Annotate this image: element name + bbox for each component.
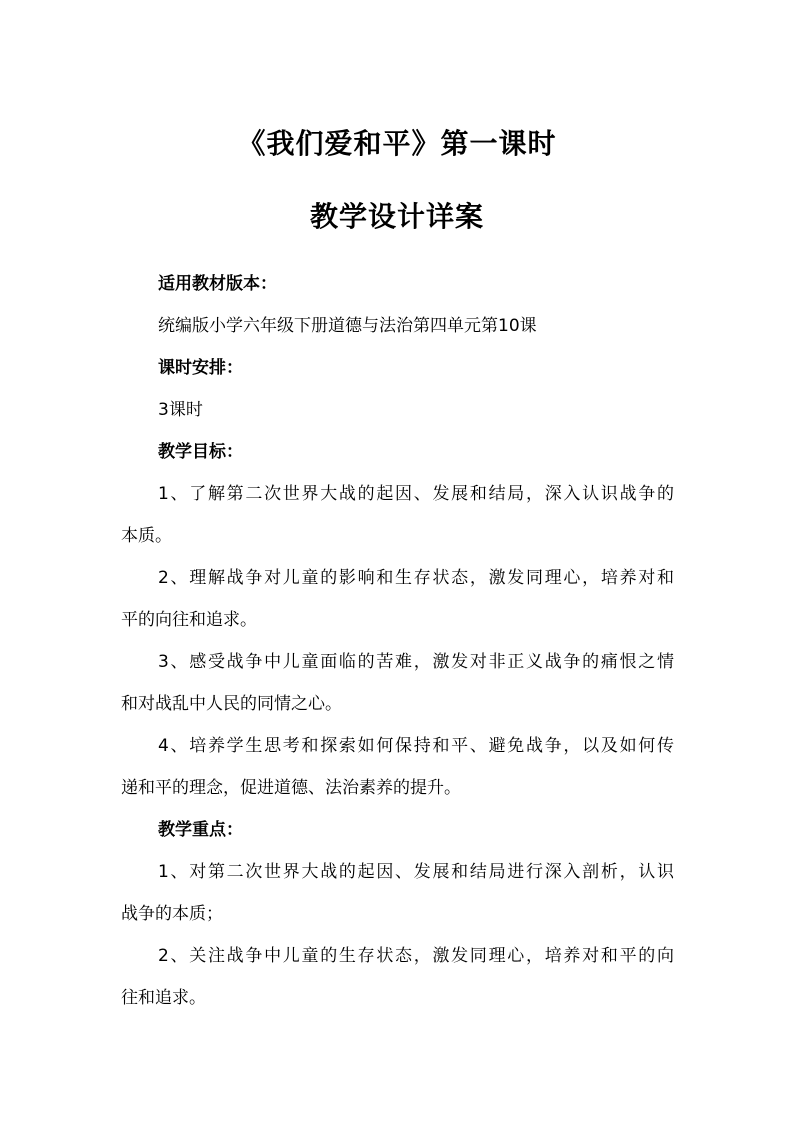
textbook-content: 统编版小学六年级下册道德与法治第四单元第10课 xyxy=(158,316,537,336)
objective-item-4-line2: 递和平的理念，促进道德、法治素养的提升。 xyxy=(121,778,461,798)
schedule-heading: 课时安排： xyxy=(158,358,243,378)
document-subtitle: 教学设计详案 xyxy=(309,200,484,233)
objectives-heading: 教学目标： xyxy=(158,442,243,462)
schedule-content: 3课时 xyxy=(158,400,203,420)
objective-item-4-line1: 4、培养学生思考和探索如何保持和平、避免战争，以及如何传 xyxy=(158,736,674,756)
textbook-heading: 适用教材版本： xyxy=(158,274,277,294)
objective-item-1-line1: 1、了解第二次世界大战的起因、发展和结局，深入认识战争的 xyxy=(158,484,674,504)
objective-item-1-line2: 本质。 xyxy=(121,526,172,546)
document-title: 《我们爱和平》第一课时 xyxy=(237,127,557,160)
objective-item-3-line1: 3、感受战争中儿童面临的苦难，激发对非正义战争的痛恨之情 xyxy=(158,652,674,672)
key-points-heading: 教学重点： xyxy=(158,820,243,840)
key-point-item-1-line1: 1、对第二次世界大战的起因、发展和结局进行深入剖析，认识 xyxy=(158,862,674,882)
key-point-item-1-line2: 战争的本质； xyxy=(121,904,223,924)
key-point-item-2-line2: 往和追求。 xyxy=(121,988,206,1008)
objective-item-2-line2: 平的向往和追求。 xyxy=(121,610,257,630)
objective-item-3-line2: 和对战乱中人民的同情之心。 xyxy=(121,694,342,714)
key-point-item-2-line1: 2、关注战争中儿童的生存状态，激发同理心，培养对和平的向 xyxy=(158,946,674,966)
objective-item-2-line1: 2、理解战争对儿童的影响和生存状态，激发同理心，培养对和 xyxy=(158,568,674,588)
